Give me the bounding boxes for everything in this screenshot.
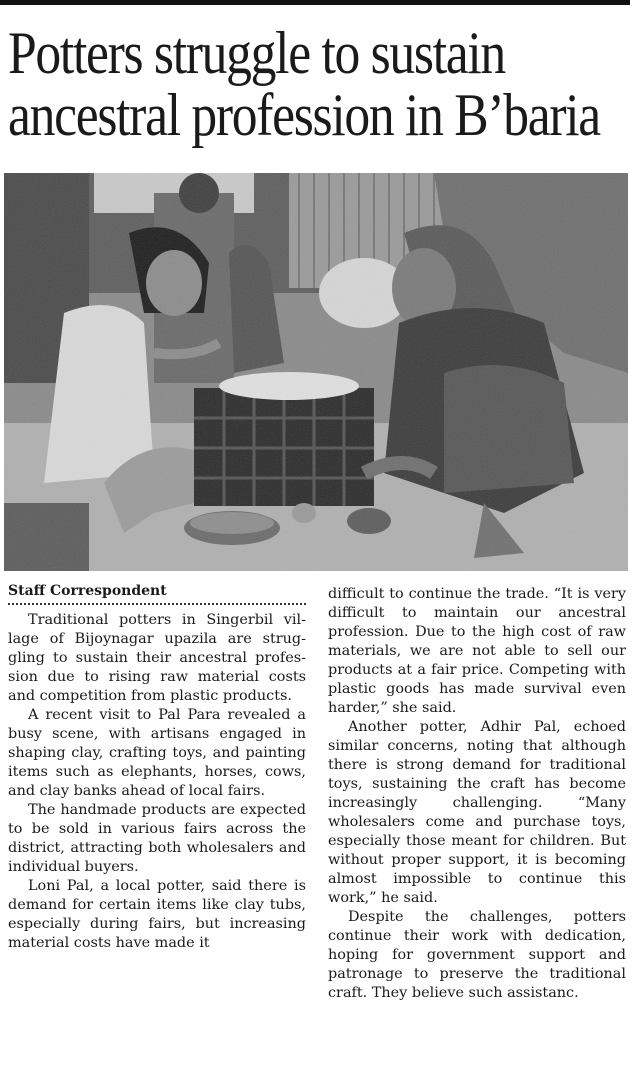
headline-line-2: ancestral profession in B’baria: [8, 82, 600, 148]
photo-illustration: [4, 173, 628, 571]
byline: Staff Correspondent: [8, 582, 306, 605]
article-column-left: [8, 582, 306, 953]
top-rule: [0, 0, 630, 5]
article-paragraph: Loni Pal, a local potter, said there is demand for certain items like clay tubs, especially during fairs, but increasing material costs have made it: [8, 878, 306, 951]
article-paragraph: difficult to continue the trade. “It is very difficult to maintain our ancestral profession. Due to the high cost of raw materials, we are not able to sell our products at a fair price. Competing with plastic goods has made survival even harder,” she said.: [328, 586, 626, 716]
headline: [8, 20, 600, 148]
news-photo: [4, 173, 628, 571]
article-paragraph: Traditional potters in Singerbil village of Bijoynagar upazila are struggling to sustain their ancestral profession due to rising raw material costs and competition from plastic products.: [8, 612, 306, 704]
article-paragraph: A recent visit to Pal Para revealed a busy scene, with artisans engaged in shaping clay, crafting toys, and painting items such as elephants, horses, cows, and clay banks ahead of local fairs.: [8, 707, 306, 799]
article-paragraph: Another potter, Adhir Pal, echoed similar concerns, noting that although there is strong demand for traditional toys, sustaining the craft has become increasingly challenging. “Many wholesalers come and purchase toys, especially those meant for children. But without proper support, it is becoming almost impossible to continue this work,” he said.: [328, 719, 626, 906]
article-paragraph: The handmade products are expected to be sold in various fairs across the district, attracting both wholesalers and individual buyers.: [8, 802, 306, 875]
article-paragraph: Despite the challenges, potters continue their work with dedication, hoping for government support and patronage to preserve the traditional craft. They believe such assistanc.: [328, 909, 626, 1001]
article-column-right: [328, 585, 626, 1003]
headline-line-1: Potters struggle to sustain: [8, 20, 505, 86]
